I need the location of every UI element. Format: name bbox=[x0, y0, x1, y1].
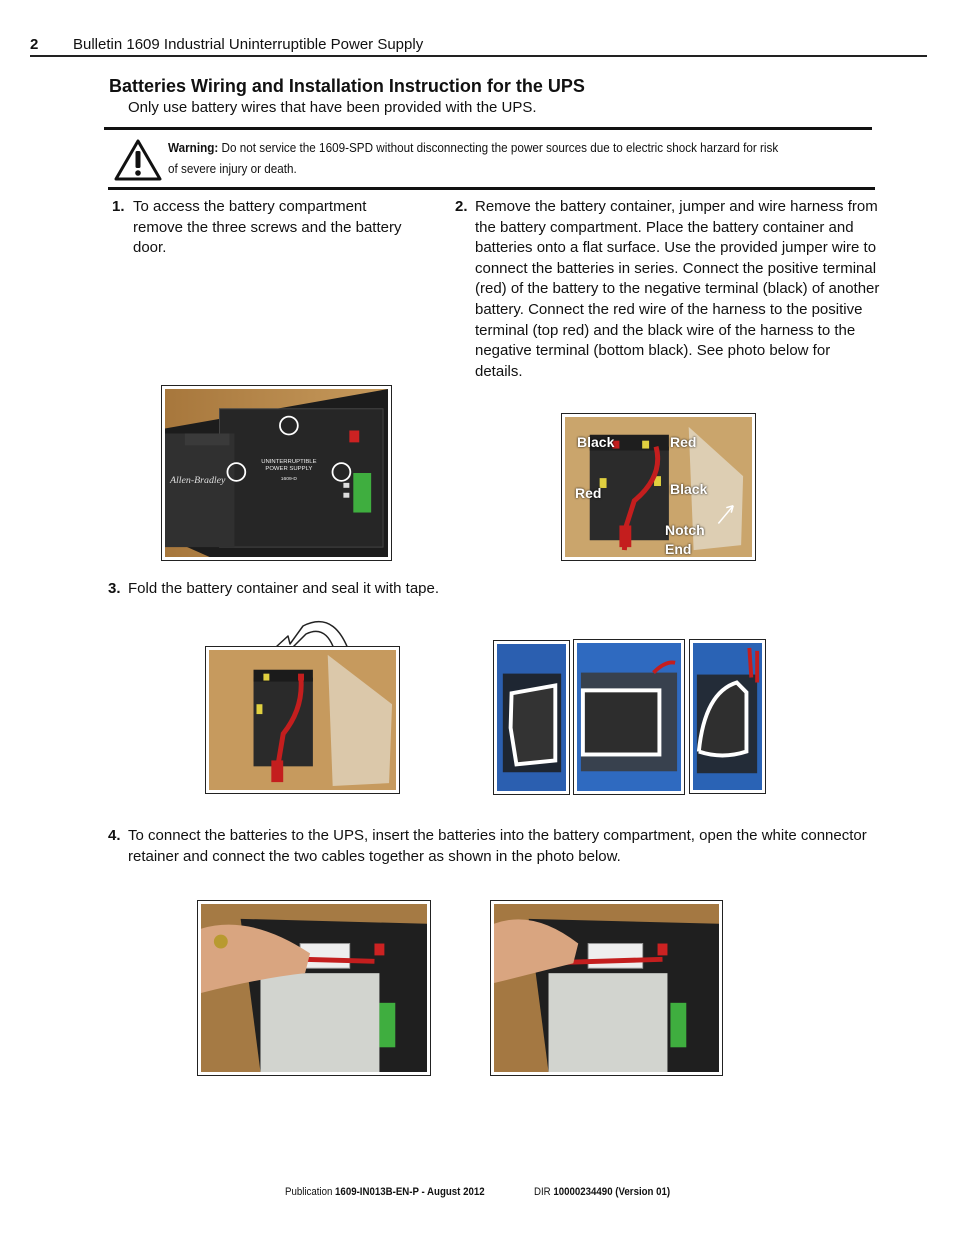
publication-prefix: Publication bbox=[285, 1186, 336, 1198]
warning-text bbox=[168, 137, 789, 179]
battery-wiring-photo bbox=[561, 413, 756, 561]
step-number: 3. bbox=[108, 580, 121, 597]
warning-message: Do not service the 1609-SPD without disconnecting the power sources due to electric shock harzard for risk of severe injury or death. bbox=[168, 140, 779, 176]
cable-connect-photo-1 bbox=[197, 900, 431, 1076]
label-black-right: Black bbox=[670, 481, 708, 497]
brand-text: Allen-Bradley bbox=[169, 474, 226, 486]
step-3 bbox=[108, 579, 608, 601]
warning-triangle-icon bbox=[114, 139, 162, 181]
header-divider bbox=[30, 55, 927, 57]
section-intro: Only use battery wires that have been provided with the UPS. bbox=[128, 99, 537, 116]
document-title: Bulletin 1609 Industrial Uninterruptible Power Supply bbox=[73, 36, 424, 53]
step-number: 1. bbox=[112, 198, 125, 215]
label-black-left: Black bbox=[577, 434, 615, 450]
step-text: Fold the battery container and seal it with tape. bbox=[128, 580, 440, 597]
step-1 bbox=[112, 197, 412, 267]
label-red-top: Red bbox=[670, 434, 697, 450]
publication-footer bbox=[285, 1186, 485, 1198]
sealed-container-front-photo bbox=[573, 639, 685, 795]
ups-battery-door-photo bbox=[161, 385, 392, 561]
publication-id: 1609-IN013B-EN-P - August 2012 bbox=[335, 1186, 485, 1198]
sealed-container-other-side-photo bbox=[689, 639, 766, 794]
dir-id: 10000234490 (Version 01) bbox=[553, 1186, 671, 1198]
step-2 bbox=[455, 197, 885, 387]
step-number: 2. bbox=[455, 198, 468, 215]
battery-container-photo bbox=[205, 646, 400, 794]
warning-label: Warning: bbox=[168, 140, 219, 155]
label-end: End bbox=[665, 541, 692, 557]
label-notch: Notch bbox=[665, 522, 705, 538]
dir-footer bbox=[534, 1186, 670, 1198]
step-4 bbox=[108, 826, 878, 871]
door-label-line2: POWER SUPPLY bbox=[265, 466, 313, 473]
step-number: 4. bbox=[108, 827, 121, 844]
sealed-container-side-photo bbox=[493, 640, 570, 795]
cable-connect-photo-2 bbox=[490, 900, 723, 1076]
dir-prefix: DIR bbox=[534, 1186, 554, 1198]
warning-top-rule bbox=[104, 127, 872, 130]
step-text: To access the battery compartment remove the three screws and the battery door. bbox=[133, 198, 402, 257]
section-title: Batteries Wiring and Installation Instruction for the UPS bbox=[109, 76, 585, 96]
door-label-line1: UNINTERRUPTIBLE bbox=[261, 459, 317, 466]
door-label-line3: 1609-D bbox=[280, 476, 298, 482]
label-red-left: Red bbox=[575, 485, 602, 501]
step-text: Remove the battery container, jumper and wire harness from the battery compartment. Place the battery container and batteries onto a flat surface. Use the provided jumper wire to connect the batteries in series. Connect the positive terminal (red) of the battery to the negative terminal (black) of another battery. Connect the red wire of the harness to the positive terminal (top red) and the black wire of the harness to the negative terminal (bottom black). See photo below for details. bbox=[475, 198, 880, 380]
page-number: 2 bbox=[30, 36, 39, 53]
warning-bottom-rule bbox=[108, 187, 875, 190]
step-text: To connect the batteries to the UPS, insert the batteries into the battery compartment, open the white connector retainer and connect the two cables together as shown in the photo below. bbox=[128, 827, 867, 865]
